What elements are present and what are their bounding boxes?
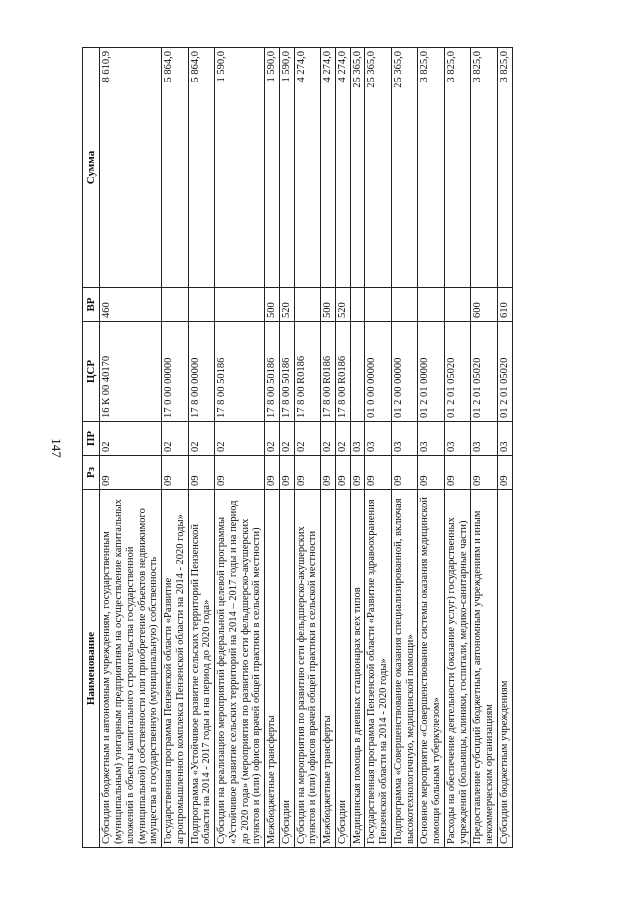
cell-name: Государственная программа Пензенской области «Развитие агропромышленного комплекса Пензенской области на 2014 - 2020 годы» bbox=[162, 490, 189, 848]
cell-pr: 03 bbox=[391, 422, 418, 456]
cell-pr: 02 bbox=[215, 422, 265, 456]
cell-sum: 1 590,0 bbox=[215, 48, 265, 288]
cell-rz: 09 bbox=[100, 456, 162, 490]
rotated-page-content bbox=[82, 48, 562, 848]
cell-pr: 02 bbox=[335, 422, 350, 456]
cell-sum: 3 825,0 bbox=[444, 48, 471, 288]
table-row bbox=[321, 48, 336, 848]
cell-sum: 25 365,0 bbox=[350, 48, 365, 288]
cell-rz: 09 bbox=[444, 456, 471, 490]
cell-csr: 17 8 00 50186 bbox=[279, 322, 294, 422]
table-row bbox=[162, 48, 189, 848]
cell-rz: 09 bbox=[215, 456, 265, 490]
cell-vr: 520 bbox=[279, 288, 294, 322]
cell-csr: 01 2 01 05020 bbox=[497, 322, 512, 422]
table-row bbox=[365, 48, 392, 848]
cell-sum: 8 610,9 bbox=[100, 48, 162, 288]
cell-vr bbox=[418, 288, 445, 322]
cell-vr: 610 bbox=[497, 288, 512, 322]
cell-csr: 01 0 00 00000 bbox=[365, 322, 392, 422]
cell-csr: 01 2 01 05020 bbox=[444, 322, 471, 422]
table-row bbox=[294, 48, 321, 848]
table-row bbox=[188, 48, 215, 848]
cell-sum: 5 864,0 bbox=[188, 48, 215, 288]
cell-pr: 02 bbox=[100, 422, 162, 456]
table-row bbox=[418, 48, 445, 848]
cell-vr bbox=[162, 288, 189, 322]
cell-pr: 02 bbox=[279, 422, 294, 456]
cell-csr: 16 К 00 40170 bbox=[100, 322, 162, 422]
cell-sum: 4 274,0 bbox=[321, 48, 336, 288]
cell-sum: 3 825,0 bbox=[418, 48, 445, 288]
cell-vr bbox=[365, 288, 392, 322]
cell-csr: 17 0 00 00000 bbox=[162, 322, 189, 422]
cell-pr: 03 bbox=[471, 422, 498, 456]
table-row bbox=[471, 48, 498, 848]
header-rz: Рз bbox=[83, 456, 100, 490]
cell-csr: 17 8 00 R0186 bbox=[294, 322, 321, 422]
cell-name: Субсидии bbox=[279, 490, 294, 848]
cell-rz: 09 bbox=[321, 456, 336, 490]
cell-name: Расходы на обеспечение деятельности (оказание услуг) государственных учреждений (больницы, клиники, госпитали, медико-санитарные части) bbox=[444, 490, 471, 848]
table-row bbox=[335, 48, 350, 848]
cell-rz: 09 bbox=[335, 456, 350, 490]
cell-vr: 520 bbox=[335, 288, 350, 322]
cell-sum: 25 365,0 bbox=[391, 48, 418, 288]
table-row bbox=[265, 48, 280, 848]
cell-rz: 09 bbox=[294, 456, 321, 490]
cell-name: Субсидии на мероприятия по развитию сети фельдшерско-акушерских пунктов и (или) офисов врачей общей практики в сельской местности bbox=[294, 490, 321, 848]
cell-csr: 17 8 00 50186 bbox=[215, 322, 265, 422]
cell-name: Основное мероприятие «Совершенствование системы оказания медицинской помощи больным туберкулезом» bbox=[418, 490, 445, 848]
cell-name: Субсидии бюджетным и автономным учреждениям, государственным (муниципальным) унитарным предприятиям на осуществление капитальных вложений в объекты капитального строительства государственной (муниципальной) собственности или приобретение объектов недвижимого имущества в государственную (муниципальную) собственность bbox=[100, 490, 162, 848]
cell-pr: 03 bbox=[365, 422, 392, 456]
cell-pr: 02 bbox=[321, 422, 336, 456]
cell-vr bbox=[391, 288, 418, 322]
cell-rz: 09 bbox=[188, 456, 215, 490]
cell-rz: 09 bbox=[497, 456, 512, 490]
cell-vr bbox=[444, 288, 471, 322]
table-row bbox=[444, 48, 471, 848]
cell-vr: 460 bbox=[100, 288, 162, 322]
cell-vr: 500 bbox=[265, 288, 280, 322]
cell-pr: 03 bbox=[497, 422, 512, 456]
cell-sum: 1 590,0 bbox=[279, 48, 294, 288]
cell-name: Подпрограмма «Устойчивое развитие сельских территорий Пензенской области на 2014 - 2017 годы и на период до 2020 года» bbox=[188, 490, 215, 848]
cell-vr bbox=[188, 288, 215, 322]
cell-sum: 5 864,0 bbox=[162, 48, 189, 288]
cell-name: Государственная программа Пензенской области «Развитие здравоохранения Пензенской области на 2014 - 2020 годы» bbox=[365, 490, 392, 848]
header-name: Наименование bbox=[83, 490, 100, 848]
cell-name: Медицинская помощь в дневных стационарах всех типов bbox=[350, 490, 365, 848]
cell-vr: 600 bbox=[471, 288, 498, 322]
table-row bbox=[391, 48, 418, 848]
cell-rz: 09 bbox=[350, 456, 365, 490]
cell-pr: 03 bbox=[418, 422, 445, 456]
cell-sum: 3 825,0 bbox=[497, 48, 512, 288]
cell-csr: 01 2 01 05020 bbox=[471, 322, 498, 422]
cell-sum: 1 590,0 bbox=[265, 48, 280, 288]
header-csr: ЦСР bbox=[83, 322, 100, 422]
table-row bbox=[215, 48, 265, 848]
table-row bbox=[100, 48, 162, 848]
cell-rz: 09 bbox=[162, 456, 189, 490]
header-vr: ВР bbox=[83, 288, 100, 322]
table-row bbox=[279, 48, 294, 848]
cell-sum: 4 274,0 bbox=[335, 48, 350, 288]
table-header-row bbox=[83, 48, 100, 848]
cell-vr bbox=[294, 288, 321, 322]
cell-vr bbox=[215, 288, 265, 322]
cell-csr: 17 8 00 R0186 bbox=[321, 322, 336, 422]
page-number: 147 bbox=[49, 438, 64, 458]
cell-vr bbox=[350, 288, 365, 322]
cell-csr: 01 2 00 00000 bbox=[391, 322, 418, 422]
cell-csr: 01 2 01 00000 bbox=[418, 322, 445, 422]
cell-rz: 09 bbox=[418, 456, 445, 490]
cell-pr: 03 bbox=[350, 422, 365, 456]
table-row bbox=[497, 48, 512, 848]
cell-name: Субсидии bbox=[335, 490, 350, 848]
cell-name: Межбюджетные трансферты bbox=[321, 490, 336, 848]
cell-pr: 02 bbox=[294, 422, 321, 456]
cell-rz: 09 bbox=[279, 456, 294, 490]
cell-name: Предоставление субсидий бюджетным, автономным учреждениям и иным некоммерческим организациям bbox=[471, 490, 498, 848]
cell-sum: 3 825,0 bbox=[471, 48, 498, 288]
cell-name: Субсидии бюджетным учреждениям bbox=[497, 490, 512, 848]
budget-table bbox=[82, 47, 513, 848]
cell-name: Субсидии на реализацию мероприятий федеральной целевой программы «Устойчивое развитие сельских территорий на 2014 – 2017 годы и на период до 2020 года» (мероприятия по развитию сети фельдшерско-акушерских пунктов и (или) офисов врачей общей практики в сельской местности) bbox=[215, 490, 265, 848]
cell-rz: 09 bbox=[471, 456, 498, 490]
cell-csr bbox=[350, 322, 365, 422]
cell-csr: 17 8 00 R0186 bbox=[335, 322, 350, 422]
header-sum: Сумма bbox=[83, 48, 100, 288]
cell-name: Подпрограмма «Совершенствование оказания специализированной, включая высокотехнологичную, медицинской помощи» bbox=[391, 490, 418, 848]
cell-csr: 17 8 00 50186 bbox=[265, 322, 280, 422]
cell-pr: 02 bbox=[188, 422, 215, 456]
cell-rz: 09 bbox=[265, 456, 280, 490]
cell-rz: 09 bbox=[391, 456, 418, 490]
cell-pr: 02 bbox=[162, 422, 189, 456]
cell-sum: 4 274,0 bbox=[294, 48, 321, 288]
cell-rz: 09 bbox=[365, 456, 392, 490]
cell-sum: 25 365,0 bbox=[365, 48, 392, 288]
cell-csr: 17 8 00 00000 bbox=[188, 322, 215, 422]
table-row bbox=[350, 48, 365, 848]
header-pr: ПР bbox=[83, 422, 100, 456]
cell-pr: 02 bbox=[265, 422, 280, 456]
cell-pr: 03 bbox=[444, 422, 471, 456]
cell-name: Межбюджетные трансферты bbox=[265, 490, 280, 848]
cell-vr: 500 bbox=[321, 288, 336, 322]
